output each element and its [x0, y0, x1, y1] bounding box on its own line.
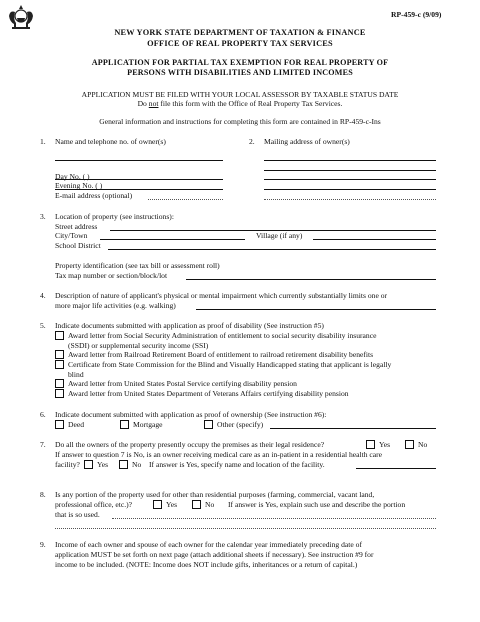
q2-label: Mailing address of owner(s) [264, 137, 350, 146]
q7-number: 7. [40, 440, 46, 449]
q8-number: 8. [40, 490, 46, 499]
email-label: E-mail address (optional) [55, 191, 133, 200]
postal-pension-label: Award letter from United States Postal Service certifying disability pension [68, 379, 297, 388]
q8-no-checkbox[interactable] [192, 500, 201, 509]
impairment-description-field[interactable] [196, 309, 436, 310]
blind-certificate-checkbox[interactable] [55, 360, 64, 369]
q1-label: Name and telephone no. of owner(s) [55, 137, 166, 146]
q7-facility-no-label: No [132, 460, 142, 469]
q7-no-checkbox[interactable] [405, 440, 414, 449]
property-id-label: Property identification (see tax bill or assessment roll) [55, 261, 220, 270]
do-not-file-notice: Do not file this form with the Office of Real Property Tax Services. [137, 99, 343, 108]
day-phone-label: Day No. ( ) [55, 172, 90, 181]
q7-no-label: No [418, 440, 428, 449]
nys-seal-logo [6, 4, 36, 30]
evening-phone-field[interactable] [55, 189, 223, 190]
facility-name-field[interactable] [356, 468, 436, 469]
dept-name: NEW YORK STATE DEPARTMENT OF TAXATION & FINANCE [114, 28, 366, 37]
form-title-line1: APPLICATION FOR PARTIAL TAX EXEMPTION FOR REAL PROPERTY OF [91, 58, 389, 67]
tax-map-field[interactable] [186, 279, 436, 280]
village-label: Village (if any) [256, 231, 303, 240]
q6-number: 6. [40, 410, 46, 419]
blind-certificate-label-cont: blind [68, 370, 84, 379]
q4-number: 4. [40, 291, 46, 300]
other-use-field-2[interactable] [55, 528, 436, 529]
q8-line1: Is any portion of the property used for other than residential purposes (farming, commercial, vacant land, [55, 490, 375, 499]
q9-line1: Income of each owner and spouse of each owner for the calendar year immediately preceding date of [55, 540, 362, 549]
blind-certificate-label: Certificate from State Commission for the Blind and Visually Handicapped stating that applicant is legally [68, 360, 392, 369]
q7-facility-yes-checkbox[interactable] [84, 460, 93, 469]
q9-line3: income to be included. (NOTE: Income does NOT include gifts, inheritances or a return of capital.) [55, 560, 358, 569]
deed-checkbox[interactable] [55, 420, 64, 429]
q7-facility-yes-label: Yes [97, 460, 109, 469]
q5-number: 5. [40, 321, 46, 330]
q4-line1: Description of nature of applicant's physical or mental impairment which currently substantially limits one or [55, 291, 388, 300]
village-field[interactable] [313, 239, 436, 240]
va-pension-checkbox[interactable] [55, 389, 64, 398]
q7-line3: If answer is Yes, specify name and location of the facility. [149, 460, 325, 469]
q5-label: Indicate documents submitted with application as proof of disability (See instruction #5) [55, 321, 324, 330]
va-pension-label: Award letter from United States Department of Veterans Affairs certifying disability pension [68, 389, 349, 398]
form-number: RP-459-c (9/09) [391, 10, 442, 19]
evening-phone-label: Evening No. ( ) [55, 181, 103, 190]
city-town-label: City/Town [55, 231, 88, 240]
day-phone-field[interactable] [55, 179, 223, 180]
mailing-address-line-3[interactable] [264, 179, 436, 180]
q3-number: 3. [40, 212, 46, 221]
mailing-address-line-4[interactable] [264, 189, 436, 190]
q1-number: 1. [40, 137, 46, 146]
q8-line2b: If answer is Yes, explain such use and describe the portion [228, 500, 406, 509]
mailing-address-line-1[interactable] [264, 160, 436, 161]
q9-number: 9. [40, 540, 46, 549]
office-name: OFFICE OF REAL PROPERTY TAX SERVICES [147, 39, 333, 48]
other-ownership-label: Other (specify) [217, 420, 264, 429]
school-district-label: School District [55, 241, 101, 250]
q3-label: Location of property (see instructions): [55, 212, 174, 221]
filing-notice: APPLICATION MUST BE FILED WITH YOUR LOCAL ASSESSOR BY TAXABLE STATUS DATE [81, 90, 399, 99]
q2-number: 2. [249, 137, 255, 146]
q7-line2: If answer to question 7 is No, is an owner receiving medical care as an in-patient in a residential health care [55, 450, 383, 459]
ssa-award-label: Award letter from Social Security Administration of entitlement to social security disability insurance [68, 331, 377, 340]
q8-yes-checkbox[interactable] [153, 500, 162, 509]
email-field[interactable] [148, 199, 223, 200]
q4-line2: more major life activities (e.g. walking) [55, 301, 176, 310]
general-info-note: General information and instructions for completing this form are contained in RP-459-c-Ins [99, 117, 381, 126]
ssa-award-label-cont: (SSDI) or supplemental security income (SSI) [68, 341, 209, 350]
mortgage-label: Mortgage [133, 420, 163, 429]
q7-yes-label: Yes [379, 440, 391, 449]
q7-yes-checkbox[interactable] [366, 440, 375, 449]
deed-label: Deed [68, 420, 85, 429]
owner-name-line-1[interactable] [55, 160, 223, 161]
other-ownership-field[interactable] [270, 428, 436, 429]
q8-line3: that is so used. [55, 510, 100, 519]
postal-pension-checkbox[interactable] [55, 379, 64, 388]
railroad-award-checkbox[interactable] [55, 350, 64, 359]
q8-yes-label: Yes [166, 500, 178, 509]
mailing-address-line-5[interactable] [264, 199, 436, 200]
street-address-label: Street address [55, 222, 98, 231]
q7-facility-no-checkbox[interactable] [119, 460, 128, 469]
other-use-field-1[interactable] [112, 518, 436, 519]
form-title-line2: PERSONS WITH DISABILITIES AND LIMITED INCOMES [127, 68, 353, 77]
tax-map-label: Tax map number or section/block/lot [55, 271, 168, 280]
mailing-address-line-2[interactable] [264, 170, 436, 171]
railroad-award-label: Award letter from Railroad Retirement Board of entitlement to railroad retirement disability benefits [68, 350, 374, 359]
q8-line2: professional office, etc.)? [55, 500, 133, 509]
school-district-field[interactable] [108, 249, 436, 250]
q8-no-label: No [205, 500, 215, 509]
q7-facility-label: facility? [55, 460, 80, 469]
q7-line1: Do all the owners of the property presently occupy the premises as their legal residence? [55, 440, 325, 449]
q6-label: Indicate document submitted with application as proof of ownership (See instruction #6): [55, 410, 327, 419]
q9-line2: application MUST be set forth on next page (attach additional sheets if necessary). See instruction #9 for [55, 550, 374, 559]
city-town-field[interactable] [100, 239, 245, 240]
other-ownership-checkbox[interactable] [204, 420, 213, 429]
mortgage-checkbox[interactable] [120, 420, 129, 429]
ssa-award-checkbox[interactable] [55, 331, 64, 340]
